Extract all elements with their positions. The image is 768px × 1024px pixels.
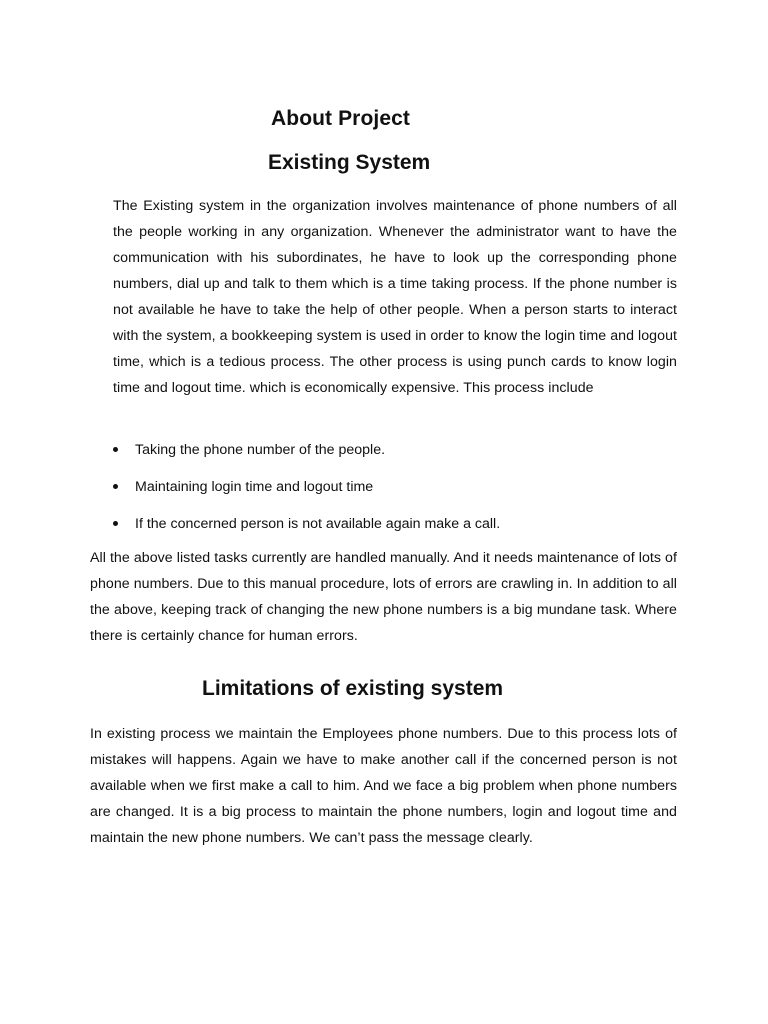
section-heading-existing-system: Existing System (268, 151, 431, 174)
bullet-text: If the concerned person is not available again make a call. (135, 516, 501, 532)
bullet-item (113, 474, 677, 511)
section-heading-limitations: Limitations of existing system (202, 677, 504, 700)
limitations-paragraph: In existing process we maintain the Employees phone numbers. Due to this process lots of mistakes will happens. Again we have to make another call if the concerned person is not available when we first make a call to him. And we face a big problem when phone numbers are changed. It is a big process to maintain the phone numbers, login and logout time and maintain the new phone numbers. We can’t pass the message clearly. (90, 726, 677, 846)
bullet-dot-icon (113, 484, 118, 489)
bullet-dot-icon (113, 521, 118, 526)
bullet-item (113, 437, 677, 474)
bullet-dot-icon (113, 447, 118, 452)
bullet-item (113, 511, 677, 548)
process-bullet-list (113, 437, 677, 548)
manual-tasks-paragraph: All the above listed tasks currently are handled manually. And it needs maintenance of lots of phone numbers. Due to this manual procedure, lots of errors are crawling in. In addition to all the above, keeping track of changing the new phone numbers is a big mundane task. Where there is certainly chance for human errors. (90, 550, 677, 644)
page-title: About Project (271, 107, 410, 130)
bullet-text: Maintaining login time and logout time (135, 479, 374, 495)
bullet-text: Taking the phone number of the people. (135, 442, 386, 458)
existing-system-paragraph: The Existing system in the organization involves maintenance of phone numbers of all the people working in any organization. Whenever the administrator want to have the communication with his subordinates, he have to look up the corresponding phone numbers, dial up and talk to them which is a time taking process. If the phone number is not available he have to take the help of other people. When a person starts to interact with the system, a bookkeeping system is used in order to know the login time and logout time, which is a tedious process. The other process is using punch cards to know login time and logout time. which is economically expensive. This process include (113, 198, 677, 396)
